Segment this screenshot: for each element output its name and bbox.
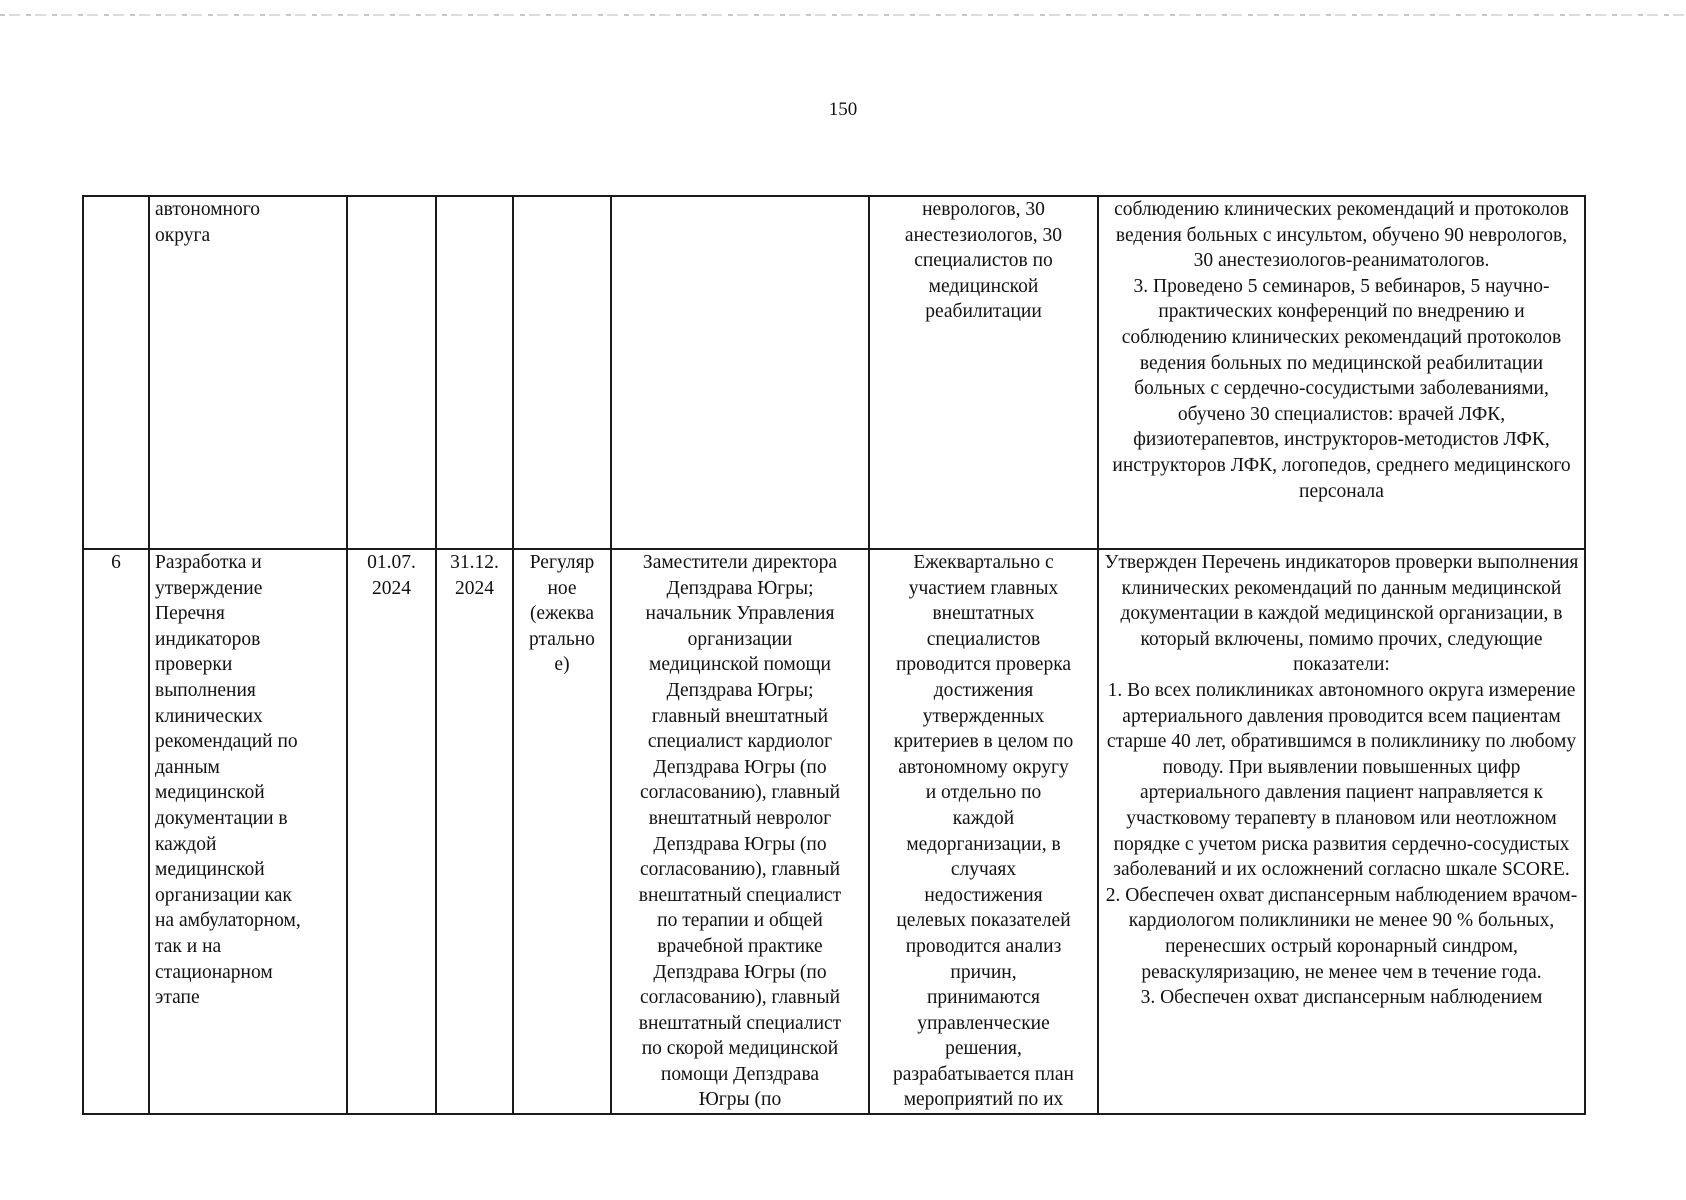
- cell-measure-kind: Регуляр ное (ежеква ртально е): [513, 549, 611, 1114]
- result-paragraph: Утвержден Перечень индикаторов проверки выполнения клинических рекомендаций по данным медицинской документации в каждой медицинской организации, в который включены, помимо прочих, следующие показатели:: [1104, 552, 1579, 676]
- result-paragraph: соблюдению клинических рекомендаций и протоколов ведения больных с инсультом, обучено 90 неврологов, 30 анестезиологов-реаниматологов.: [1114, 199, 1569, 272]
- cell-measure-kind: [513, 196, 611, 549]
- cell-number: 6: [83, 549, 149, 1114]
- result-paragraph: 1. Во всех поликлиниках автономного округа измерение артериального давления проводится всем пациентам старше 40 лет, обратившимся в поликлинику по любому поводу. При выявлении повышенных цифр артериального давления пациент направляется к участковому терапевту в плановом или неотложном порядке с учетом риска развития сердечно-сосудистых заболеваний и их осложнений согласно шкале SCORE.: [1106, 679, 1577, 881]
- cell-number: [83, 196, 149, 549]
- result-paragraph: 3. Обеспечен охват диспансерным наблюдением: [1140, 987, 1543, 1009]
- result-paragraph: 2. Обеспечен охват диспансерным наблюдением врачом-кардиологом поликлиники не менее 90 % больных, перенесших острый коронарный синдром, реваскуляризацию, не менее чем в течение года.: [1105, 884, 1578, 983]
- cell-end-date: [436, 196, 513, 549]
- cell-responsible: Заместители директора Депздрава Югры; начальник Управления организации медицинской помощи Депздрава Югры; главный внештатный специалист кардиолог Депздрава Югры (по согласованию), главный внештатный невролог Депздрава Югры (по согласованию), главный внештатный специалист по терапии и общей врачебной практике Депздрава Югры (по согласованию), главный внештатный специалист по скорой медицинской помощи Депздрава Югры (по: [611, 549, 869, 1114]
- cell-measure-name: автономного округа: [149, 196, 347, 549]
- cell-start-date: [347, 196, 436, 549]
- cell-result: [1098, 549, 1585, 1114]
- cell-start-date: 01.07. 2024: [347, 549, 436, 1114]
- table-row: [83, 196, 1585, 549]
- cell-end-date: 31.12. 2024: [436, 549, 513, 1114]
- cell-indicator: неврологов, 30 анестезиологов, 30 специалистов по медицинской реабилитации: [869, 196, 1098, 549]
- table-row: [83, 549, 1585, 1114]
- cell-responsible: [611, 196, 869, 549]
- scan-artifact-line: [0, 14, 1686, 16]
- cell-measure-name: Разработка и утверждение Перечня индикаторов проверки выполнения клинических рекомендаций по данным медицинской документации в каждой медицинской организации как на амбулаторном, так и на стационарном этапе: [149, 549, 347, 1114]
- measures-table: [82, 195, 1586, 1115]
- cell-result: [1098, 196, 1585, 549]
- page-number: 150: [828, 99, 858, 120]
- result-paragraph: 3. Проведено 5 семинаров, 5 вебинаров, 5 научно-практических конференций по внедрению и соблюдению клинических рекомендаций протоколов ведения больных по медицинской реабилитации больных с сердечно-сосудистыми заболеваниями, обучено 30 специалистов: врачей ЛФК, физиотерапевтов, инструкторов-методистов ЛФК, инструкторов ЛФК, логопедов, среднего медицинского персонала: [1112, 275, 1571, 502]
- cell-indicator: Ежеквартально с участием главных внештатных специалистов проводится проверка достижения утвержденных критериев в целом по автономному округу и отдельно по каждой медорганизации, в случаях недостижения целевых показателей проводится анализ причин, принимаются управленческие решения, разрабатывается план мероприятий по их: [869, 549, 1098, 1114]
